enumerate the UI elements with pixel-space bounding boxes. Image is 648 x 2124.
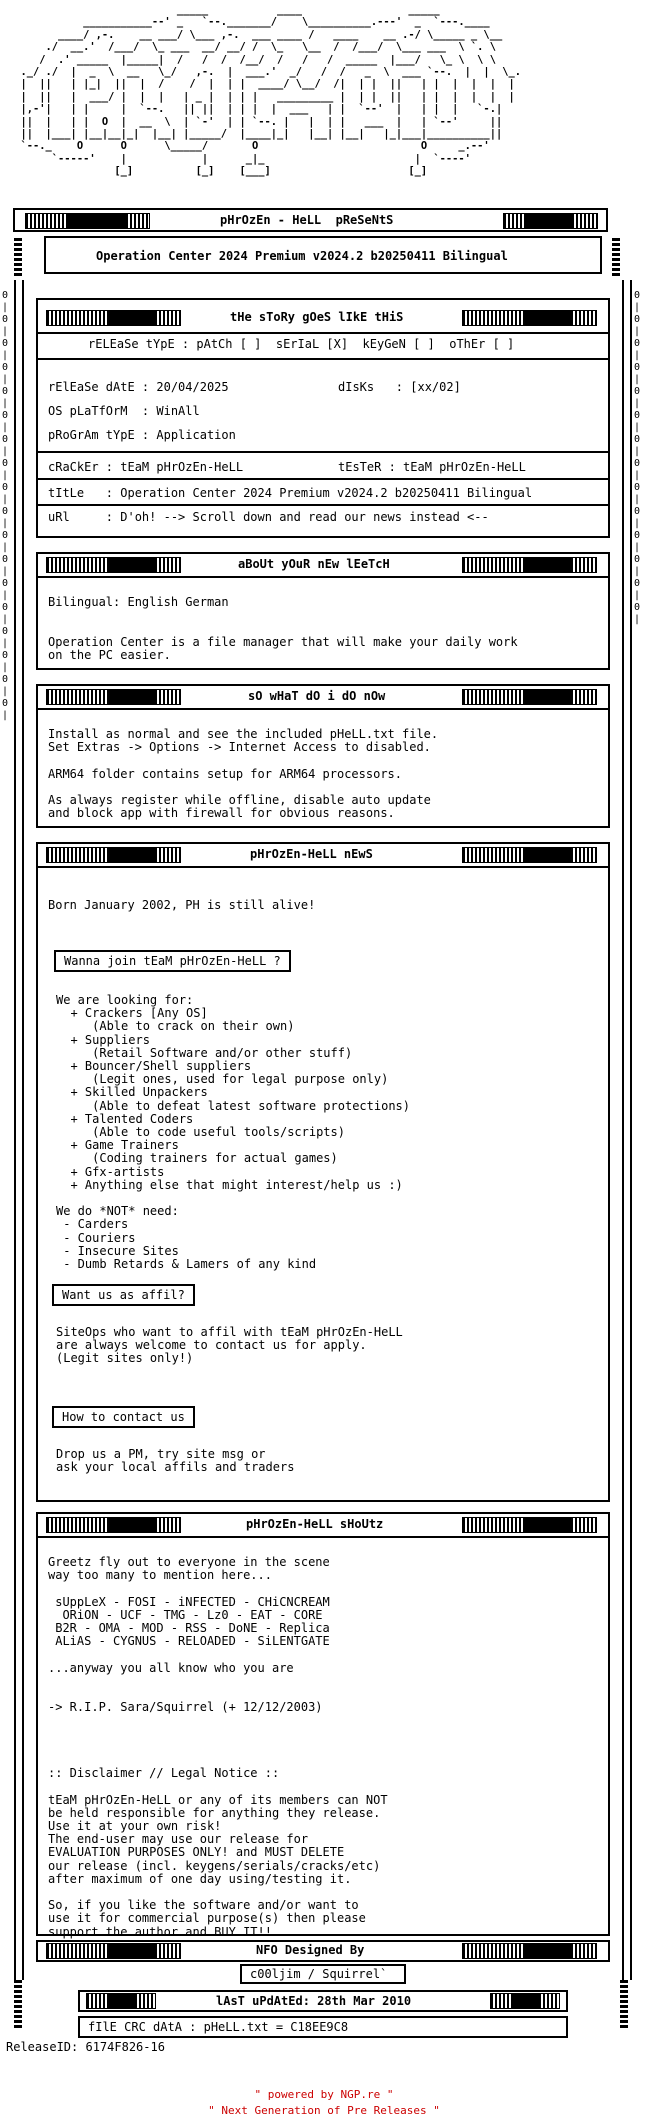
title-line: tItLe : Operation Center 2024 Premium v2024.2 b20250411 Bilingual xyxy=(48,486,533,500)
shoutz-separator xyxy=(38,1536,608,1538)
outer-frame-right xyxy=(622,280,632,1980)
about-text: Bilingual: English German Operation Center is a file manager that will make your daily work on the PC easier. xyxy=(48,595,518,662)
program-type-line: pRoGrAm tYpE : Application xyxy=(48,428,236,442)
right-chain-ornament: 0 | 0 | 0 | 0 | 0 | 0 | 0 | 0 | 0 | 0 | 0 | 0 | 0 | 0 | xyxy=(633,290,647,625)
shoutz-text: Greetz fly out to everyone in the scene way too many to mention here... sUppLeX - FOSI - iNFECTED - CHiCNCREAM ORiON - UCF - TMG - Lz0 - EAT - CORE B2R - OMA - MOD - RSS - DoNE - Replica ALiAS - CYGNUS - RELOADED - SiLENTGATE ...anyway you all know who you are -> R.I.P. Sara/Squirrel (+ 12/12/2003) :: Disclaimer // Legal Notice :: tEaM pHrOzEn-HeLL or any of its members can NOT be held responsible for anything they release. Use it at your own risk! The end-user may use our release for EVALUATION PURPOSES ONLY! and MUST DELETE our release (incl. keygens/serials/cracks/etc) after maximum of one day using/testing it. So, if you like the software and/or want to use it for commercial purpose(s) then please support the author and BUY IT!! xyxy=(48,1555,388,1939)
updated-left-bar xyxy=(86,1993,156,2009)
story-separator xyxy=(38,332,608,334)
footer-left-post xyxy=(14,1980,22,2030)
news-header: pHrOzEn-HeLL nEwS xyxy=(250,847,373,861)
footer-right-post xyxy=(620,1980,628,2030)
title-frame-right-post xyxy=(612,238,620,276)
shoutz-right-bar xyxy=(462,1517,597,1533)
affil-heading-box: Want us as affil? xyxy=(52,1284,195,1306)
left-stripe-bar xyxy=(25,213,150,229)
disks-line: dIsKs : [xx/02] xyxy=(338,380,461,394)
updated-right-bar xyxy=(490,1993,560,2009)
about-header: aBoUt yOuR nEw lEeTcH xyxy=(238,557,390,571)
howto-text: Install as normal and see the included pHeLL.txt file. Set Extras -> Options -> Internet Access to disabled. ARM64 folder contains setup for ARM64 processors. As always register while offline, disable auto update and block app with firewall for obvious reasons. xyxy=(48,727,439,821)
nfo-designed-label: NFO Designed By xyxy=(256,1943,365,1957)
ascii-logo: _____ ____ _____ ___________--' _ `--._______/ \__________.---' _ `---.____ ____/ ,-. __ ___/ \___ ,-. ___ ____ / ____ __ .-/ \_____ _ \__ ./ __.' /___/ \_ ___ __/ __/ / \_ \__ / /___/ \___ ___ \ `. \ / .' _____ |_____| / / / /__/ / / / _____ |___/ \_ \ \ \ ._/ ./ | _ \ __ \_/ ,-. | ___.' _/ / / _ \ ___ `--. | | \_. | || | |_| || | / / | | | ____/ \__/ /| | | || | | | | | | | || | ___/ | | | | _ | | | | _________ | | | || | | | | | | |,-'| | | | `--. || || | | | | ___ | | `--' | | | | `-.| || | | | O | __ \ | `-' | | `--. | | | | ___ | | `--' || || |___| |__|__|_| |__| |_____/ |____|_| |__| |__| |_|___|__________|| `--._ O O \_____/ O O _.--' `-----' | | _|_ | `----' [_] [_] [___] [_] xyxy=(20,4,521,178)
story-separator xyxy=(38,504,608,506)
release-date-line: rElEaSe dAtE : 20/04/2025 xyxy=(48,380,229,394)
powered-by: " powered by NGP.re " xyxy=(254,2088,394,2101)
about-right-bar xyxy=(462,557,597,573)
join-heading-box: Wanna join tEaM pHrOzEn-HeLL ? xyxy=(54,950,291,972)
shoutz-header: pHrOzEn-HeLL sHoUtz xyxy=(246,1517,384,1531)
story-section xyxy=(36,298,610,538)
tester-line: tEsTeR : tEaM pHrOzEn-HeLL xyxy=(338,460,526,474)
born-line: Born January 2002, PH is still alive! xyxy=(48,898,316,912)
url-line: uRl : D'oh! --> Scroll down and read our news instead <-- xyxy=(48,510,489,524)
about-left-bar xyxy=(46,557,181,573)
right-stripe-bar xyxy=(503,213,598,229)
howto-section xyxy=(36,684,610,828)
last-updated: lAsT uPdAtEd: 28th Mar 2010 xyxy=(216,1994,412,2008)
news-right-bar xyxy=(462,847,597,863)
designer-box xyxy=(240,1964,406,1984)
presents-label: pHrOzEn - HeLL pReSeNtS xyxy=(220,213,394,227)
footer-right-bar xyxy=(462,1943,597,1959)
nfo-designed-box xyxy=(36,1940,610,1962)
footer-left-bar xyxy=(46,1943,181,1959)
story-header: tHe sToRy gOeS lIkE tHiS xyxy=(230,310,404,324)
story-right-bar xyxy=(462,310,597,326)
crc-line: fIlE CRC dAtA : pHeLL.txt = C18EE9C8 xyxy=(88,2020,349,2034)
news-left-bar xyxy=(46,847,181,863)
howto-left-bar xyxy=(46,689,181,705)
about-separator xyxy=(38,576,608,578)
release-type-line: rELEaSe tYpE : pAtCh [ ] sErIaL [X] kEyGeN [ ] oThEr [ ] xyxy=(88,337,515,351)
outer-frame-left xyxy=(14,280,24,1980)
left-chain-ornament: 0 | 0 | 0 | 0 | 0 | 0 | 0 | 0 | 0 | 0 | 0 | 0 | 0 | 0 | 0 | 0 | 0 | 0 | xyxy=(1,290,15,721)
title-frame xyxy=(44,236,602,274)
updated-box xyxy=(78,1990,568,2012)
story-separator xyxy=(38,478,608,480)
story-left-bar xyxy=(46,310,181,326)
shoutz-left-bar xyxy=(46,1517,181,1533)
ngp-tagline: " Next Generation of Pre Releases " xyxy=(208,2104,440,2117)
howto-header: sO wHaT dO i dO nOw xyxy=(248,689,386,703)
story-separator xyxy=(38,451,608,453)
howto-separator xyxy=(38,708,608,710)
release-title: Operation Center 2024 Premium v2024.2 b20250411 Bilingual xyxy=(96,249,508,263)
news-section xyxy=(36,842,610,1502)
os-platform-line: OS pLaTfOrM : WinAll xyxy=(48,404,200,418)
contact-heading-box: How to contact us xyxy=(52,1406,195,1428)
crc-box xyxy=(78,2016,568,2038)
howto-right-bar xyxy=(462,689,597,705)
shoutz-section xyxy=(36,1512,610,1939)
designer-name: c00ljim / Squirrel` xyxy=(250,1967,388,1981)
release-id: ReleaseID: 6174F826-16 xyxy=(6,2040,165,2054)
story-separator xyxy=(38,358,608,360)
looking-for-list: We are looking for: + Crackers [Any OS] (Able to crack on their own) + Suppliers (Retail Software and/or other stuff) + Bouncer/Shell suppliers (Legit ones, used for legal purpose only) + Skilled Unpackers (Able to defeat latest software protections) + Talented Coders (Able to code useful tools/scripts) + Game Trainers (Coding trainers for actual games) + Gfx-artists + Anything else that might interest/help us :) We do *NOT* need: - Carders - Couriers - Insecure Sites - Dumb Retards & Lamers of any kind xyxy=(56,993,411,1272)
news-separator xyxy=(38,866,608,868)
affil-text: SiteOps who want to affil with tEaM pHrOzEn-HeLL are always welcome to contact us for apply. (Legit sites only!) xyxy=(56,1325,403,1366)
cracker-line: cRaCkEr : tEaM pHrOzEn-HeLL xyxy=(48,460,244,474)
about-section xyxy=(36,552,610,670)
contact-text: Drop us a PM, try site msg or ask your local affils and traders xyxy=(56,1447,295,1475)
presents-banner xyxy=(13,208,608,232)
title-frame-left-post xyxy=(14,238,22,276)
